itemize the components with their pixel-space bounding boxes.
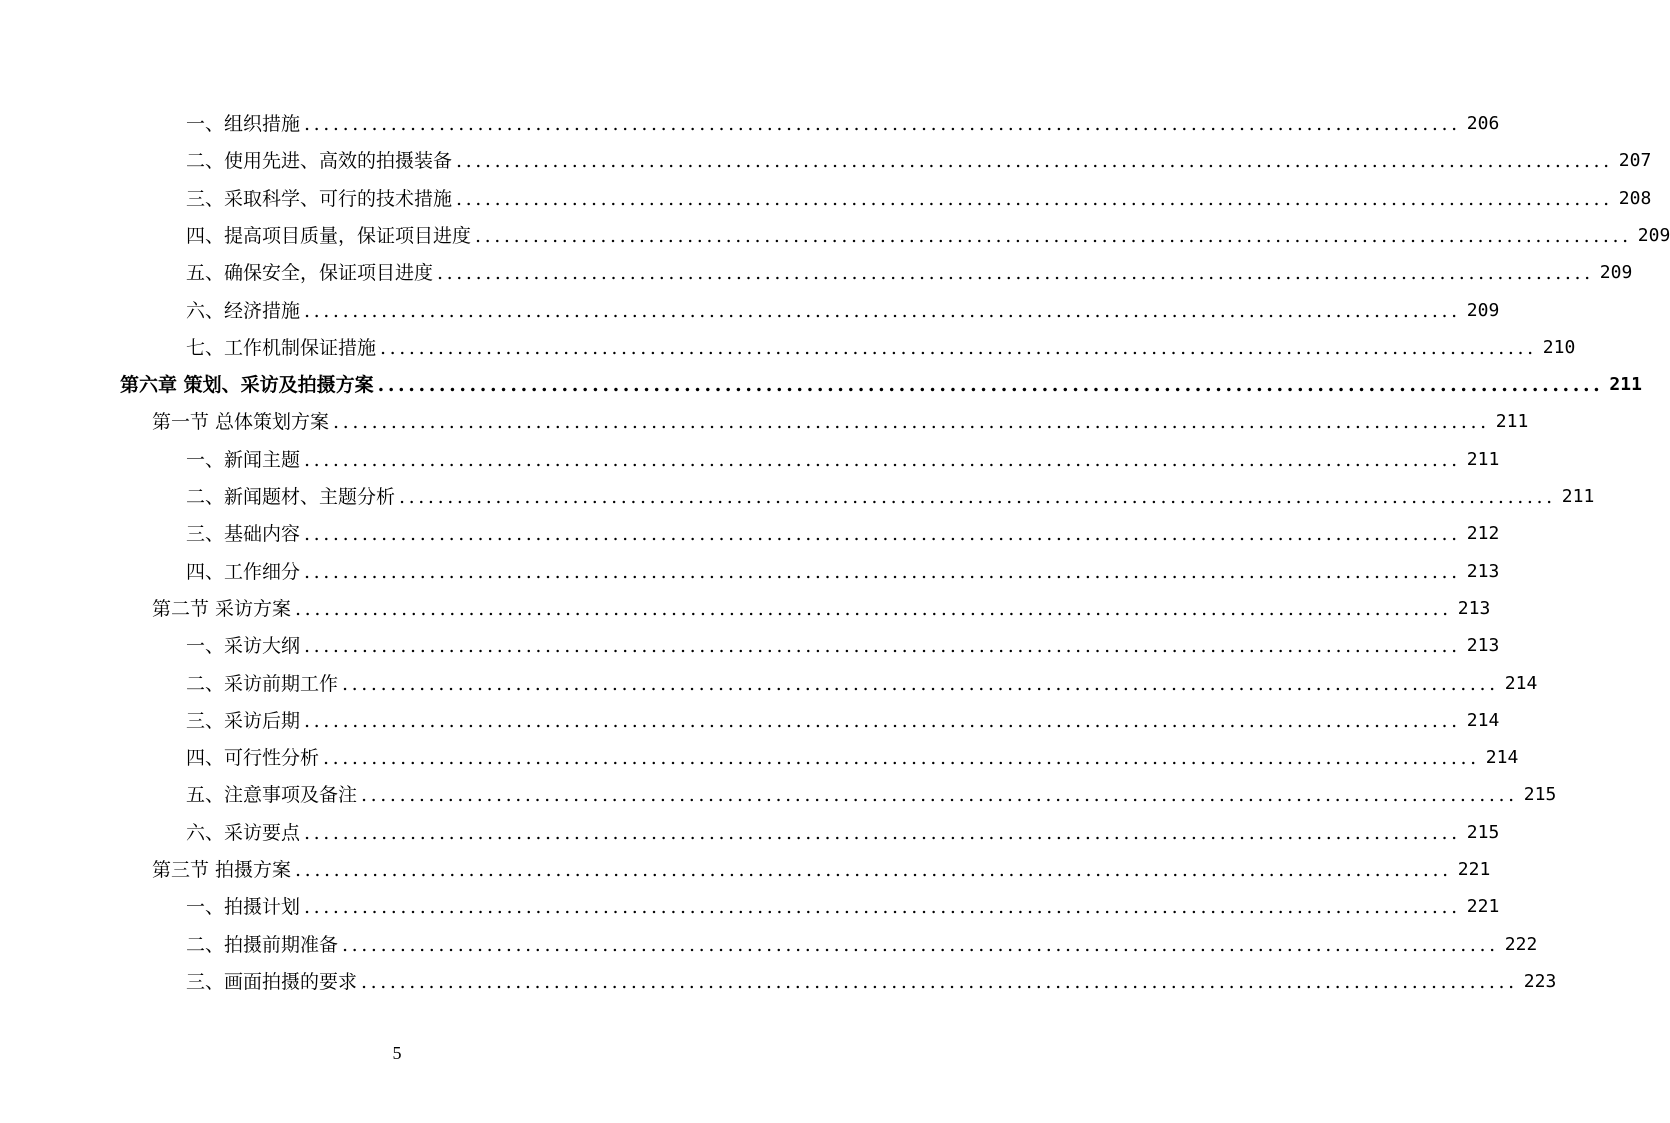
toc-entry-page: 215 [1523, 784, 1557, 806]
toc-entry-page: 209 [1599, 262, 1633, 284]
toc-dot-leader: ........................................................................................................................ [295, 597, 1452, 620]
toc-dot-leader: ........................................................................................................................ [304, 448, 1461, 471]
toc-entry-title: 三、采访后期 [186, 709, 301, 732]
page-number: 5 [392, 1043, 402, 1063]
toc-entry-page: 221 [1466, 896, 1500, 918]
toc-item-entry[interactable] [186, 212, 1670, 248]
toc-entry-title: 一、采访大纲 [186, 635, 301, 658]
toc-entry-page: 215 [1466, 821, 1500, 843]
toc-dot-leader: ........................................................................................................................ [304, 821, 1461, 844]
toc-entry-page: 209 [1637, 224, 1670, 246]
toc-entry-title: 第一节 总体策划方案 [152, 411, 330, 434]
toc-entry-title: 二、新闻题材、主题分析 [186, 486, 396, 508]
toc-section-entry[interactable] [152, 398, 1529, 434]
toc-entry-title: 六、经济措施 [186, 299, 301, 322]
toc-item-entry[interactable] [186, 548, 1500, 584]
toc-entry-page: 207 [1618, 150, 1652, 172]
toc-entry-page: 213 [1466, 560, 1500, 582]
toc-section-entry[interactable] [152, 846, 1491, 882]
toc-dot-leader: ........................................................................................................................ [304, 709, 1461, 732]
toc-item-entry[interactable] [186, 100, 1500, 136]
toc-entry-page: 223 [1523, 970, 1557, 992]
toc-dot-leader: ........................................................................................................................ [475, 224, 1632, 247]
toc-entry-title: 五、注意事项及备注 [186, 784, 358, 807]
toc-entry-title: 第二节 采访方案 [152, 597, 292, 620]
toc-dot-leader: ........................................................................................................................ [304, 560, 1461, 583]
toc-dot-leader: ........................................................................................................................ [304, 299, 1461, 322]
toc-dot-leader: ........................................................................................................................ [304, 113, 1461, 135]
toc-dot-leader: ........................................................................................................................ [380, 336, 1537, 359]
toc-entry-title: 四、提高项目质量，保证项目进度 [186, 224, 472, 247]
toc-entry-page: 208 [1618, 187, 1652, 209]
toc-entry-title: 二、采访前期工作 [186, 672, 339, 695]
toc-entry-page: 213 [1457, 597, 1491, 619]
toc-item-entry[interactable] [186, 137, 1652, 173]
toc-entry-title: 一、组织措施 [186, 113, 301, 135]
toc-dot-leader: ........................................................................................................................ [377, 374, 1604, 397]
toc-entry-title: 四、可行性分析 [186, 747, 320, 770]
toc-entry-page: 210 [1542, 336, 1576, 358]
toc-entry-title: 一、新闻主题 [186, 448, 301, 471]
toc-dot-leader: ........................................................................................................................ [437, 262, 1594, 285]
toc-entry-title: 第六章 策划、采访及拍摄方案 [120, 374, 374, 397]
toc-entry-title: 四、工作细分 [186, 560, 301, 583]
toc-entry-title: 一、拍摄计划 [186, 896, 301, 919]
toc-entry-page: 206 [1466, 113, 1500, 134]
toc-dot-leader: ........................................................................................................................ [456, 150, 1613, 173]
toc-entry-page: 209 [1466, 299, 1500, 321]
toc-item-entry[interactable] [186, 473, 1595, 509]
toc-item-entry[interactable] [186, 249, 1633, 285]
toc-entry-page: 214 [1466, 709, 1500, 731]
toc-dot-leader: ........................................................................................................................ [361, 784, 1518, 807]
toc-item-entry[interactable] [186, 175, 1652, 211]
toc-dot-leader: ........................................................................................................................ [295, 859, 1452, 881]
toc-entry-title: 三、画面拍摄的要求 [186, 970, 358, 993]
toc-entry-page: 211 [1609, 374, 1642, 396]
toc-chapter-entry[interactable] [120, 361, 1642, 397]
toc-item-entry[interactable] [186, 697, 1500, 733]
toc-item-entry[interactable] [186, 883, 1500, 919]
toc-item-entry[interactable] [186, 287, 1500, 323]
toc-item-entry[interactable] [186, 324, 1576, 360]
toc-item-entry[interactable] [186, 771, 1557, 807]
toc-entry-title: 七、工作机制保证措施 [186, 336, 377, 359]
toc-item-entry[interactable] [186, 809, 1500, 845]
toc-dot-leader: ........................................................................................................................ [456, 187, 1613, 210]
toc-entry-page: 214 [1485, 747, 1519, 769]
toc-dot-leader: ........................................................................................................................ [333, 411, 1490, 434]
toc-entry-title: 三、基础内容 [186, 523, 301, 546]
toc-entry-page: 214 [1504, 672, 1538, 694]
toc-entry-page: 211 [1495, 411, 1529, 433]
toc-entry-title: 六、采访要点 [186, 821, 301, 844]
toc-entry-title: 二、拍摄前期准备 [186, 933, 339, 956]
toc-item-entry[interactable] [186, 660, 1538, 696]
toc-entry-title: 五、确保安全，保证项目进度 [186, 262, 434, 285]
toc-entry-title: 二、使用先进、高效的拍摄装备 [186, 150, 453, 173]
toc-item-entry[interactable] [186, 622, 1500, 658]
toc-entry-title: 三、采取科学、可行的技术措施 [186, 187, 453, 210]
toc-entry-page: 222 [1504, 933, 1538, 955]
toc-dot-leader: ........................................................................................................................ [304, 523, 1461, 546]
toc-dot-leader: ........................................................................................................................ [323, 747, 1480, 770]
toc-dot-leader: ........................................................................................................................ [342, 933, 1499, 956]
toc-dot-leader: ........................................................................................................................ [304, 896, 1461, 919]
toc-entry-page: 213 [1466, 635, 1500, 657]
toc-entry-page: 212 [1466, 523, 1500, 545]
toc-entry-title: 第三节 拍摄方案 [152, 859, 292, 881]
toc-dot-leader: ........................................................................................................................ [361, 970, 1518, 993]
toc-dot-leader: ........................................................................................................................ [399, 486, 1556, 508]
toc-item-entry[interactable] [186, 436, 1500, 472]
toc-entry-page: 211 [1561, 486, 1595, 507]
toc-entry-page: 221 [1457, 859, 1491, 880]
toc-item-entry[interactable] [186, 510, 1500, 546]
toc-section-entry[interactable] [152, 585, 1491, 621]
toc-dot-leader: ........................................................................................................................ [342, 672, 1499, 695]
toc-item-entry[interactable] [186, 958, 1557, 994]
toc-item-entry[interactable] [186, 734, 1519, 770]
toc-entry-page: 211 [1466, 448, 1500, 470]
toc-item-entry[interactable] [186, 921, 1538, 957]
toc-dot-leader: ........................................................................................................................ [304, 635, 1461, 658]
